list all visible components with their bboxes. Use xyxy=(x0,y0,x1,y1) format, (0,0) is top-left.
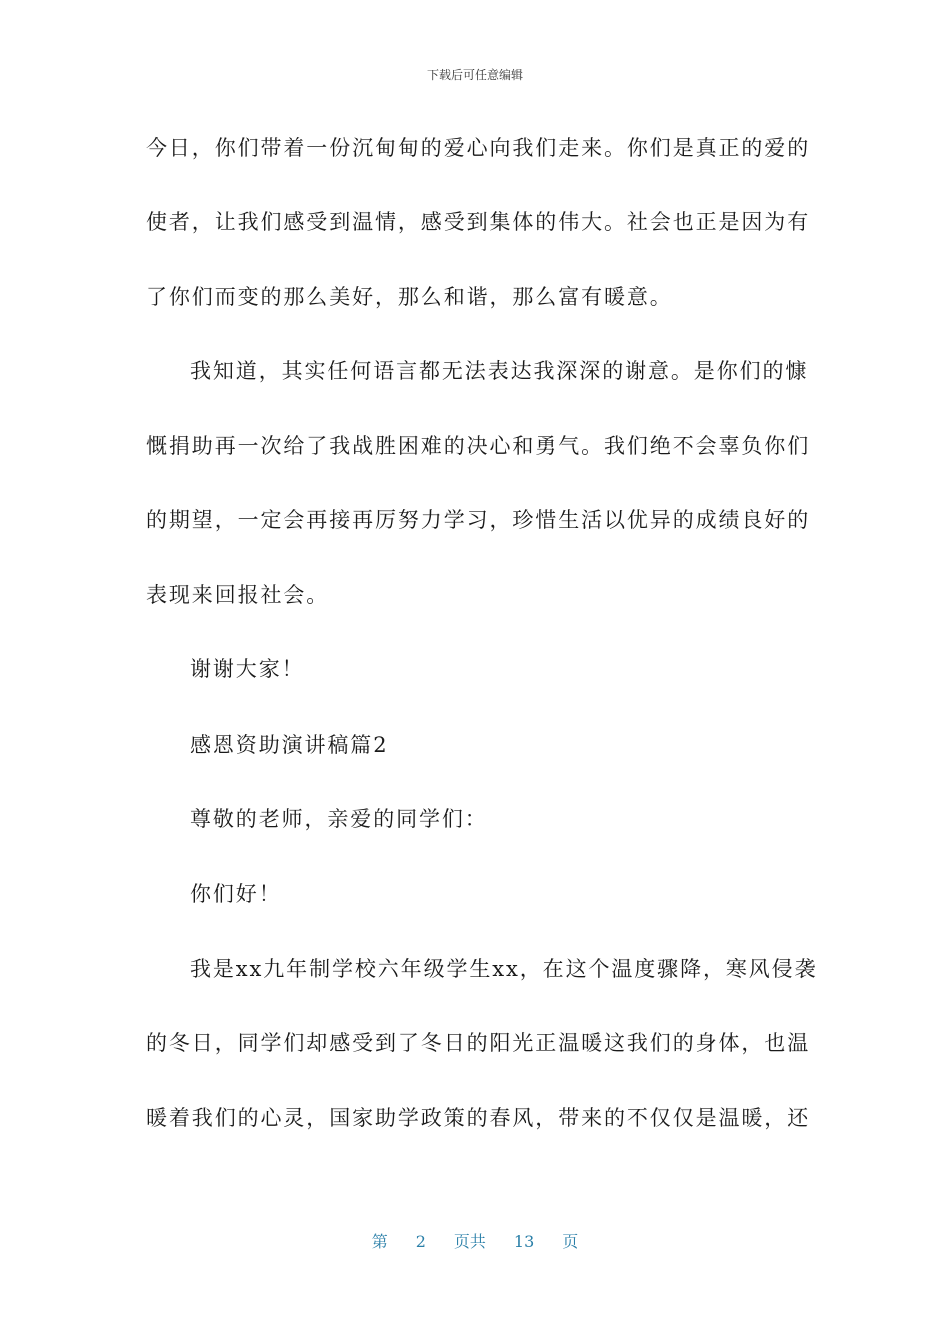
page-footer xyxy=(0,1229,950,1252)
text-line: 的冬日，同学们却感受到了冬日的阳光正温暖这我们的身体，也温 xyxy=(146,1031,811,1055)
footer-middle: 页共 xyxy=(453,1232,486,1251)
text-line: 使者，让我们感受到温情，感受到集体的伟大。社会也正是因为有 xyxy=(146,210,811,234)
text-line: 尊敬的老师，亲爱的同学们： xyxy=(190,807,488,831)
text-line: 暖着我们的心灵，国家助学政策的春风，带来的不仅仅是温暖，还 xyxy=(146,1106,811,1130)
text-line: 你们好！ xyxy=(190,882,282,906)
section-title: 感恩资助演讲稿篇2 xyxy=(190,733,389,757)
text-line: 今日，你们带着一份沉甸甸的爱心向我们走来。你们是真正的爱的 xyxy=(146,136,811,160)
text-line: 表现来回报社会。 xyxy=(146,583,330,607)
text-line: 了你们而变的那么美好，那么和谐，那么富有暖意。 xyxy=(146,285,673,309)
text-line: 我是xx九年制学校六年级学生xx，在这个温度骤降，寒风侵袭 xyxy=(190,957,818,981)
footer-total-pages: 13 xyxy=(513,1232,535,1251)
page-header: 下载后可任意编辑 xyxy=(426,68,523,82)
footer-page-number: 2 xyxy=(415,1232,426,1251)
text-line: 的期望，一定会再接再厉努力学习，珍惜生活以优异的成绩良好的 xyxy=(146,508,811,532)
text-line: 谢谢大家！ xyxy=(190,657,305,681)
text-line: 我知道，其实任何语言都无法表达我深深的谢意。是你们的慷 xyxy=(190,359,809,383)
footer-suffix: 页 xyxy=(562,1232,579,1251)
text-line: 慨捐助再一次给了我战胜困难的决心和勇气。我们绝不会辜负你们 xyxy=(146,434,811,458)
footer-prefix: 第 xyxy=(371,1232,388,1251)
